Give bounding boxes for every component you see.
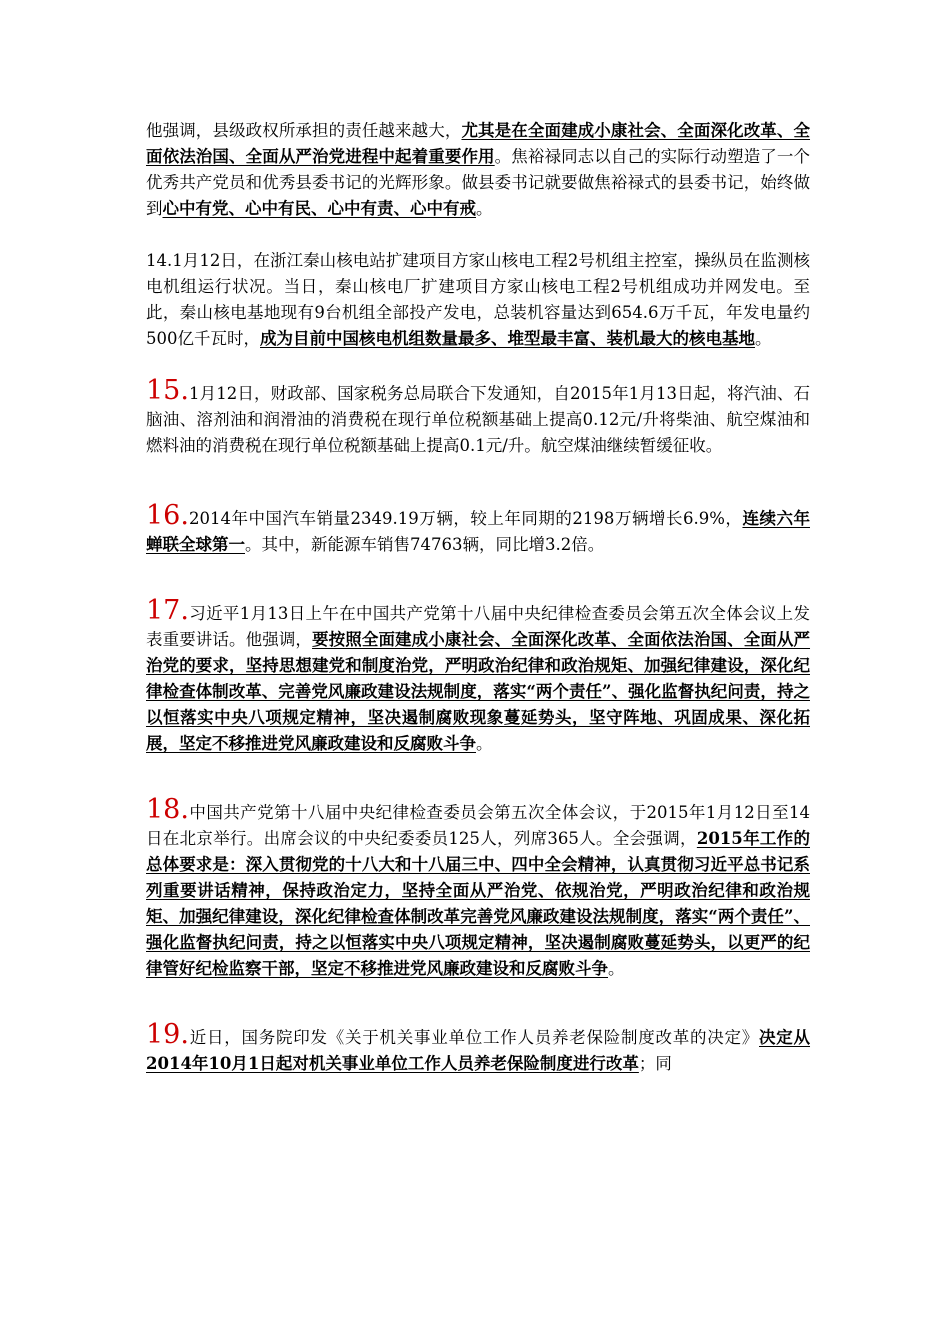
document-page [146,118,810,1077]
item-number: 15. [146,375,189,406]
text: 近日，国务院印发《关于机关事业单位工作人员养老保险制度改革的决定》 [188,1028,759,1047]
text: 1月12日，财政部、国家税务总局联合下发通知，自2015年1月13日起，将汽油、石脑油、溶剂油和润滑油的消费税在现行单位税额基础上提高0.12元/升将柴油、航空煤油和燃料油的消费税在现行单位税额基础上提高0.1元/升。航空煤油继续暂缓征收。 [146,384,810,455]
emphasis-text: 连续六年蝉联全球第一 [146,509,810,554]
text: 习近平1月13日上午在中国共产党第十八届中央纪律检查委员会第五次全体会议上发表重要讲话。他强调， [146,604,810,649]
emphasis-text: 要按照全面建成小康社会、全面深化改革、全面依法治国、全面从严治党的要求，坚持思想建党和制度治党，严明政治纪律和政治规矩、加强纪律建设，深化纪律检查体制改革、完善党风廉政建设法规制度，落实“两个责任”、强化监督执纪问责，持之以恒落实中央八项规定精神，坚决遏制腐败现象蔓延势头，坚守阵地、巩固成果、深化拓展，坚定不移推进党风廉政建设和反腐败斗争 [146,630,811,753]
text: 。 [476,199,493,218]
paragraph-15 [146,375,810,459]
paragraph-18 [146,794,810,982]
paragraph-14 [146,248,810,352]
emphasis-text: 成为目前中国核电机组数量最多、堆型最丰富、装机最大的核电基地 [260,329,755,348]
text: 中国共产党第十八届中央纪律检查委员会第五次全体会议，于2015年1月12日至14日在北京举行。出席会议的中央纪委委员125人，列席365人。全会强调， [146,803,810,848]
paragraph-17 [146,595,811,757]
item-number: 17. [146,595,189,626]
text: 14.1月12日，在浙江秦山核电站扩建项目方家山核电工程2号机组主控室，操纵员在监测核电机组运行状况。当日，秦山核电厂扩建项目方家山核电工程2号机组成功并网发电。至此，秦山核电基地现有9台机组全部投产发电，总装机容量达到654.6万千瓦，年发电量约500亿千瓦时， [146,251,810,348]
paragraph-16 [146,500,810,558]
text: 。 [755,329,772,348]
emphasis-text: 心中有党、心中有民、心中有责、心中有戒 [162,199,476,218]
text: ；同 [638,1054,672,1073]
text: 。 [476,734,493,753]
item-number: 19. [146,1019,189,1050]
emphasis-text: 决定从2014年10月1日起对机关事业单位工作人员养老保险制度进行改革 [146,1028,811,1073]
paragraph-13-continued [146,118,810,222]
text: 。 [608,959,625,978]
emphasis-text: 尤其是在全面建成小康社会、全面深化改革、全面依法治国、全面从严治党进程中起着重要作用 [146,121,811,166]
item-number: 16. [146,500,189,531]
text: 。焦裕禄同志以自己的实际行动塑造了一个优秀共产党员和优秀县委书记的光辉形象。做县委书记就要做焦裕禄式的县委书记，始终做到 [146,147,811,218]
item-number: 18. [146,794,189,825]
text: 。其中，新能源车销售74763辆，同比增3.2倍。 [245,535,605,554]
text: 2014年中国汽车销量2349.19万辆，较上年同期的2198万辆增长6.9%， [188,509,743,528]
paragraph-19 [146,1019,811,1077]
emphasis-text: 2015年工作的总体要求是：深入贯彻党的十八大和十八届三中、四中全会精神，认真贯彻习近平总书记系列重要讲话精神，保持政治定力，坚持全面从严治党、依规治党，严明政治纪律和政治规矩、加强纪律建设，深化纪律检查体制改革完善党风廉政建设法规制度，落实“两个责任”、强化监督执纪问责，持之以恒落实中央八项规定精神，坚决遏制腐败蔓延势头，以更严的纪律管好纪检监察干部，坚定不移推进党风廉政建设和反腐败斗争 [146,829,810,978]
text: 他强调，县级政权所承担的责任越来越大， [146,121,462,140]
